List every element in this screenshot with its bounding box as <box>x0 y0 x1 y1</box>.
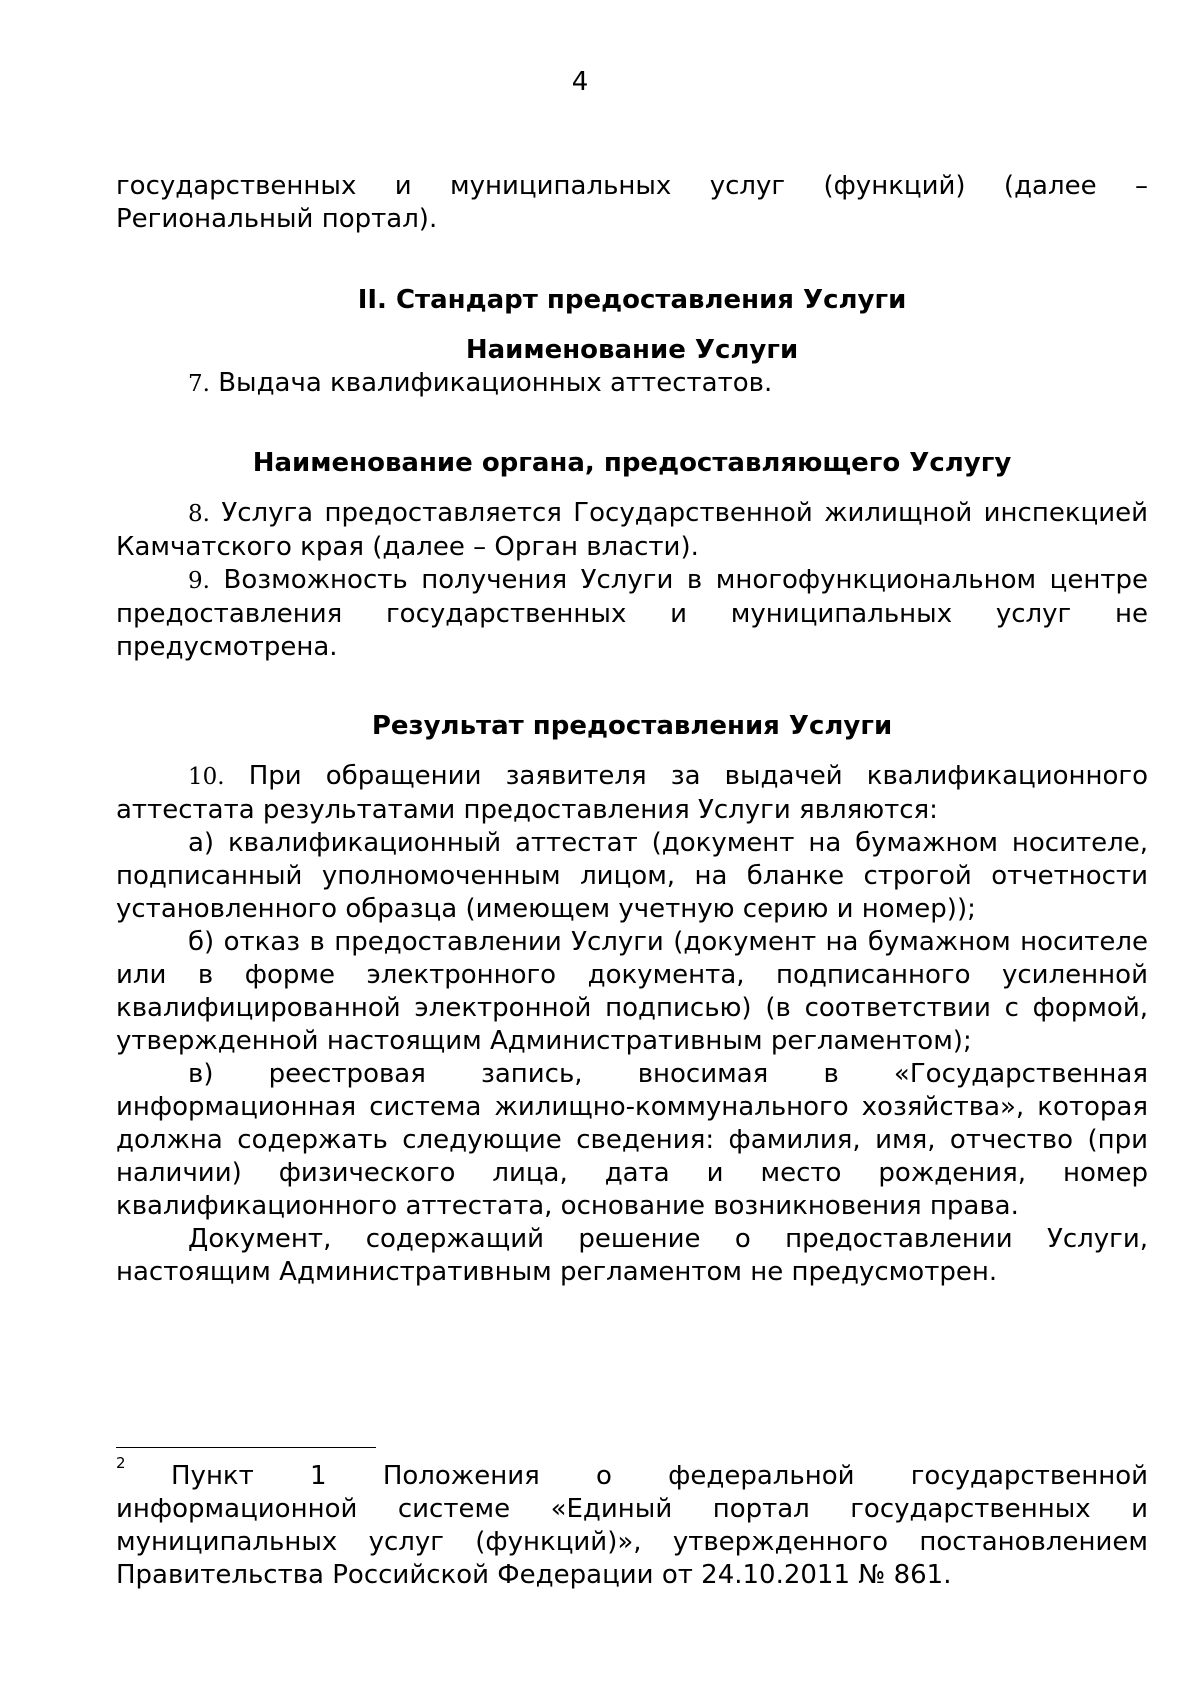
intro-paragraph: государственных и муниципальных услуг (функций) (далее – Региональный портал). <box>116 171 1148 234</box>
document-body <box>116 170 1148 1289</box>
paragraph-9 <box>116 564 1148 664</box>
section-title-authority: Наименование органа, предоставляющего Услугу <box>252 448 1012 478</box>
subitem-v <box>116 1058 1148 1223</box>
paragraph-7 <box>116 367 1148 401</box>
closing-paragraph: Документ, содержащий решение о предоставлении Услуги, настоящим Административным регламентом не предусмотрен. <box>116 1224 1148 1287</box>
paragraph-10 <box>116 760 1148 827</box>
paragraph-number: 9. <box>188 568 210 594</box>
paragraph-8 <box>116 497 1148 564</box>
footnote-mark: 2 <box>116 1454 126 1472</box>
footnote-separator <box>116 1447 376 1448</box>
paragraph-number: 8. <box>188 501 210 527</box>
footnote-text: Пункт 1 Положения о федеральной государственной информационной системе «Единый портал государственных и муниципальных услуг (функций)», утвержденного постановлением Правительства Российской Федерации от 24.10.2011 № 861. <box>116 1461 1148 1590</box>
section-title-standard: II. Стандарт предоставления Услуги <box>357 285 907 315</box>
subitem-label: а) <box>188 828 215 858</box>
paragraph-text: Выдача квалификационных аттестатов. <box>218 368 773 398</box>
subitem-text: отказ в предоставлении Услуги (документ на бумажном носителе или в форме электронного документа, подписанного усиленной квалифицированной электронной подписью) (в соответствии с формой, утвержденной настоящим Административным регламентом); <box>116 927 1148 1056</box>
subitem-a <box>116 827 1148 926</box>
subitem-text: реестровая запись, вносимая в «Государственная информационная система жилищно-коммунального хозяйства», которая должна содержать следующие сведения: фамилия, имя, отчество (при наличии) физического лица, дата и место рождения, номер квалификационного аттестата, основание возникновения права. <box>116 1059 1149 1221</box>
paragraph-text: Возможность получения Услуги в многофункциональном центре предоставления государственных и муниципальных услуг не предусмотрена. <box>116 565 1149 662</box>
section-title-service-name: Наименование Услуги <box>465 335 799 365</box>
subitem-label: б) <box>188 927 215 957</box>
section-title-result: Результат предоставления Услуги <box>371 711 893 741</box>
paragraph-number: 7. <box>188 371 210 397</box>
paragraph-text: Услуга предоставляется Государственной жилищной инспекцией Камчатского края (далее – Орган власти). <box>116 498 1149 562</box>
paragraph-number: 10. <box>188 764 225 790</box>
subitem-b <box>116 926 1148 1058</box>
subitem-label: в) <box>188 1059 214 1089</box>
subitem-text: квалификационный аттестат (документ на бумажном носителе, подписанный уполномоченным лицом, на бланке строгой отчетности установленного образца (имеющем учетную серию и номер)); <box>116 828 1149 924</box>
paragraph-text: При обращении заявителя за выдачей квалификационного аттестата результатами предоставления Услуги являются: <box>116 761 1148 825</box>
footnote <box>116 1454 1148 1592</box>
page-number: 4 <box>571 67 589 97</box>
